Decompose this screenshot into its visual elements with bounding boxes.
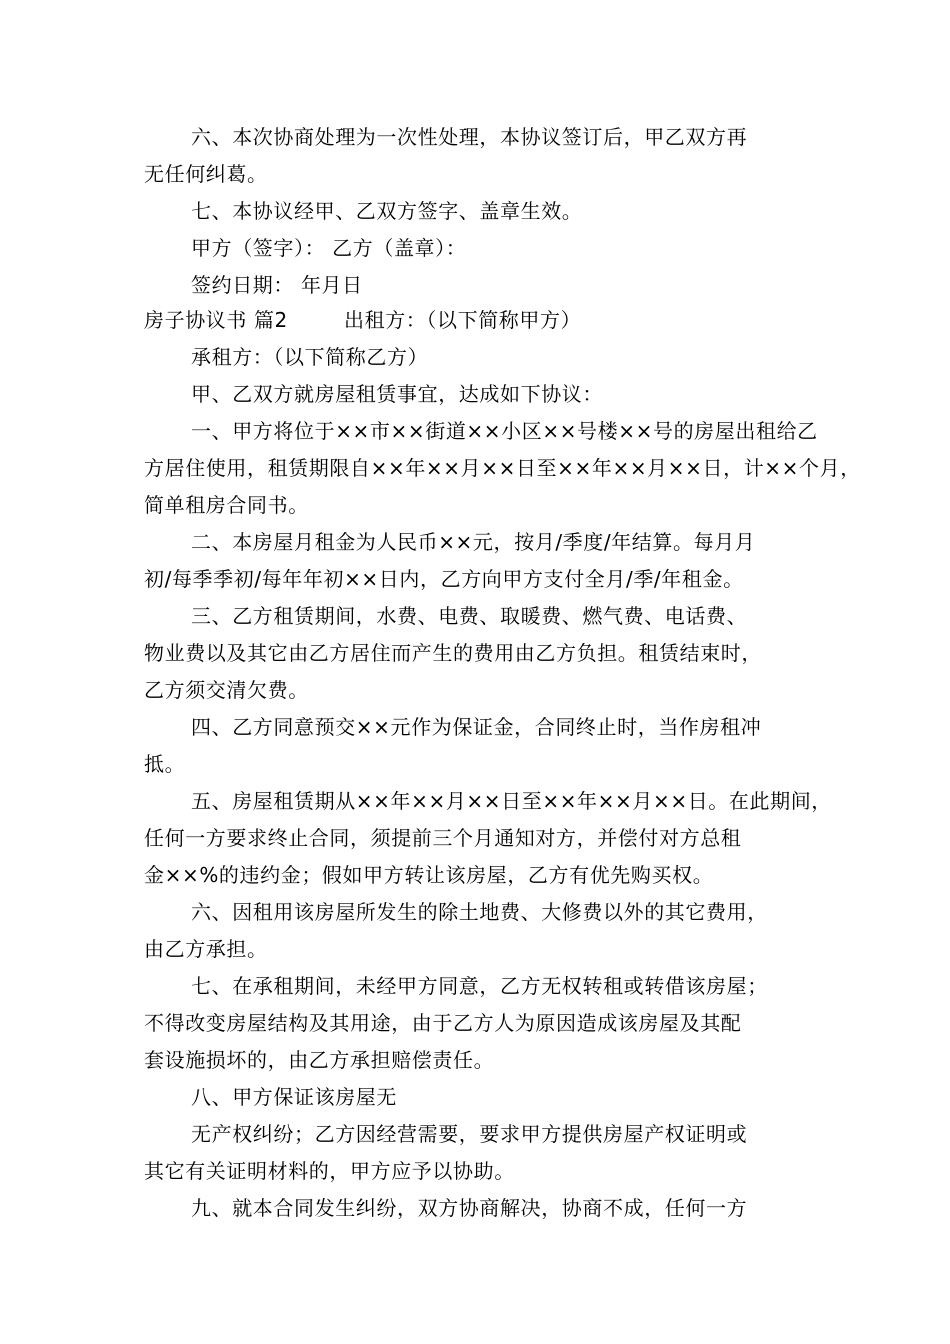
paragraph-line: 五、房屋租赁期从××年××月××日至××年××月××日。在此期间，	[191, 789, 832, 813]
paragraph-line: 物业费以及其它由乙方居住而产生的费用由乙方负担。租赁结束时，	[144, 641, 762, 665]
paragraph-line: 一、甲方将位于××市××街道××小区××号楼××号的房屋出租给乙	[191, 419, 818, 443]
signature-line: 甲方（签字）： 乙方（盖章）：	[191, 236, 467, 260]
paragraph-line: 由乙方承担。	[144, 937, 268, 961]
paragraph-line: 四、乙方同意预交××元作为保证金，合同终止时，当作房租冲	[191, 715, 762, 739]
paragraph-line: 其它有关证明材料的，甲方应予以协助。	[144, 1159, 515, 1183]
paragraph-line: 抵。	[144, 752, 186, 776]
paragraph-line: 甲、乙双方就房屋租赁事宜，达成如下协议：	[191, 382, 603, 406]
paragraph-line: 初/每季季初/每年年初××日内，乙方向甲方支付全月/季/年租金。	[144, 567, 744, 591]
paragraph-line: 套设施损坏的，由乙方承担赔偿责任。	[144, 1048, 495, 1072]
paragraph-line: 无产权纠纷；乙方因经营需要，要求甲方提供房屋产权证明或	[191, 1122, 748, 1146]
paragraph-line: 二、本房屋月租金为人民币××元，按月/季度/年结算。每月月	[191, 530, 756, 554]
lessor-line: 出租方：（以下简称甲方）	[344, 308, 582, 332]
paragraph-line: 方居住使用，租赁期限自××年××月××日至××年××月××日，计××个月，	[144, 456, 861, 480]
paragraph-line: 金××%的违约金；假如甲方转让该房屋，乙方有优先购买权。	[144, 863, 714, 887]
paragraph-line: 不得改变房屋结构及其用途，由于乙方人为原因造成该房屋及其配	[144, 1011, 742, 1035]
paragraph-line: 六、本次协商处理为一次性处理，本协议签订后，甲乙双方再	[191, 125, 748, 149]
paragraph-line: 无任何纠葛。	[144, 162, 268, 186]
sign-date-line: 签约日期： 年月日	[191, 273, 363, 297]
paragraph-line: 简单租房合同书。	[144, 493, 309, 517]
paragraph-line: 三、乙方租赁期间，水费、电费、取暖费、燃气费、电话费、	[191, 604, 748, 628]
paragraph-line: 七、本协议经甲、乙双方签字、盖章生效。	[191, 199, 583, 223]
section-heading: 房子协议书 篇2	[144, 308, 288, 332]
paragraph-line: 乙方须交清欠费。	[144, 678, 309, 702]
paragraph-line: 八、甲方保证该房屋无	[191, 1085, 397, 1109]
paragraph-line: 任何一方要求终止合同，须提前三个月通知对方，并偿付对方总租	[144, 826, 742, 850]
section-heading-row	[144, 305, 582, 335]
paragraph-line: 承租方：（以下简称乙方）	[191, 345, 429, 369]
paragraph-line: 九、就本合同发生纠纷，双方协商解决，协商不成，任何一方	[191, 1196, 748, 1220]
paragraph-line: 七、在承租期间，未经甲方同意，乙方无权转租或转借该房屋；	[191, 974, 768, 998]
paragraph-line: 六、因租用该房屋所发生的除土地费、大修费以外的其它费用，	[191, 900, 768, 924]
